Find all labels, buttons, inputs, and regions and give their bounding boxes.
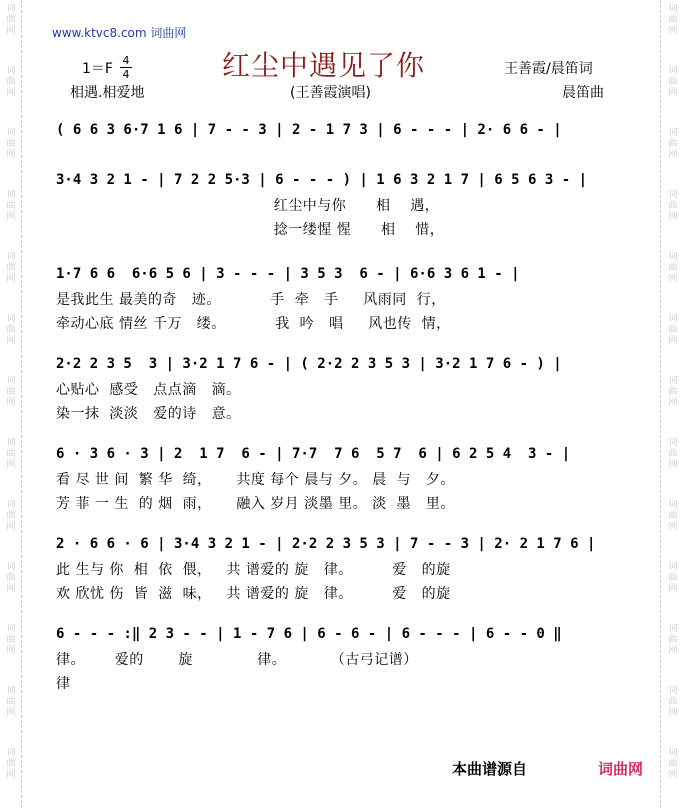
notation-row-4: 2·2 2 3 5 3 | 3·2 1 7 6 - | ( 2·2 2 3 5 3 | 3·2 1 7 6 - ) |: [56, 356, 562, 372]
lyric-row-6-verse-2: 欢 欣忧 伤 皆 滋 味， 共 谱爱的 旋 律。 爱 的旋: [56, 586, 451, 602]
watermark-mark: 词 曲 网: [6, 562, 16, 594]
lyric-row-4-verse-2: 染一抹 淡淡 爱的诗 意。: [56, 406, 241, 422]
watermark-mark: 词 曲 网: [6, 376, 16, 408]
watermark-mark: 词 曲 网: [6, 748, 16, 780]
time-signature-bottom: 4: [122, 68, 130, 81]
watermark-mark: 词 曲 网: [6, 686, 16, 718]
watermark-mark: 词 曲 网: [668, 500, 678, 532]
watermark-mark: 词 曲 网: [668, 190, 678, 222]
watermark-mark: 词 曲 网: [668, 438, 678, 470]
watermark-mark: 词 曲 网: [668, 624, 678, 656]
lyricist-credit: 王善霞/晨笛词: [504, 61, 593, 77]
lyric-row-2-verse-1: 红尘中与你 相 遇，: [56, 198, 440, 214]
watermark-mark: 词 曲 网: [6, 128, 16, 160]
lyric-row-2-verse-2: 捻一缕惺 惺 相 惜，: [56, 222, 445, 238]
key-signature: 1＝F: [82, 61, 113, 77]
watermark-mark: 词 曲 网: [668, 314, 678, 346]
watermark-mark: 词 曲 网: [6, 4, 16, 36]
lyric-row-5-verse-2: 芳 菲 一 生 的 烟 雨， 融入 岁月 淡墨 里。 淡 墨 里。: [56, 496, 455, 512]
source-label: 本曲谱源自: [452, 760, 528, 778]
performer-credit: (王善霞演唱): [290, 85, 371, 101]
watermark-mark: 词 曲 网: [6, 624, 16, 656]
lyric-row-7-verse-2: 律: [56, 676, 71, 692]
watermark-mark: 词 曲 网: [6, 190, 16, 222]
subtitle: 相遇.相爱地: [70, 85, 145, 101]
watermark-mark: 词 曲 网: [668, 4, 678, 36]
lyric-row-3-verse-2: 牵动心底 情丝 千万 缕。 我 吟 唱 风也传 情，: [56, 316, 451, 332]
watermark-mark: 词 曲 网: [6, 66, 16, 98]
watermark-mark: 词 曲 网: [6, 252, 16, 284]
watermark-mark: 词 曲 网: [6, 438, 16, 470]
lyric-row-7-verse-1: 律。 爱的 旋 律。 （古弓记谱）: [56, 652, 418, 668]
notation-row-3: 1·7 6 6 6·6 5 6 | 3 - - - | 3 5 3 6 - | 6·6 3 6 1 - |: [56, 266, 520, 282]
watermark-mark: 词 曲 网: [6, 314, 16, 346]
watermark-mark: 词 曲 网: [668, 128, 678, 160]
notation-row-1: ( 6 6 3 6·7 1 6 | 7 - - 3 | 2 - 1 7 3 | 6 - - - | 2· 6 6 - |: [56, 122, 562, 138]
notation-row-6: 2 · 6 6 · 6 | 3·4 3 2 1 - | 2·2 2 3 5 3 | 7 - - 3 | 2· 2 1 7 6 |: [56, 536, 596, 552]
notation-row-7: 6 - - - :‖ 2 3 - - | 1 - 7 6 | 6 - 6 - | 6 - - - | 6 - - 0 ‖: [56, 626, 562, 642]
source-site-link[interactable]: 词曲网: [598, 760, 644, 778]
song-title: 红尘中遇见了你: [222, 49, 426, 82]
composer-credit: 晨笛曲: [562, 85, 604, 101]
lyric-row-3-verse-1: 是我此生 最美的奇 迹。 手 牵 手 风雨同 行，: [56, 292, 446, 308]
time-signature-top: 4: [122, 54, 130, 67]
lyric-row-5-verse-1: 看 尽 世 间 繁 华 绮， 共度 每个 晨与 夕。 晨 与 夕。: [56, 472, 455, 488]
site-url[interactable]: www.ktvc8.com 词曲网: [52, 26, 187, 40]
watermark-mark: 词 曲 网: [6, 500, 16, 532]
watermark-mark: 词 曲 网: [668, 562, 678, 594]
time-signature: [120, 55, 132, 80]
notation-row-5: 6 · 3 6 · 3 | 2 1 7 6 - | 7·7 7 6 5 7 6 | 6 2 5 4 3 - |: [56, 446, 571, 462]
lyric-row-4-verse-1: 心贴心 感受 点点滴 滴。: [56, 382, 241, 398]
watermark-mark: 词 曲 网: [668, 252, 678, 284]
watermark-mark: 词 曲 网: [668, 686, 678, 718]
watermark-mark: 词 曲 网: [668, 66, 678, 98]
notation-row-2: 3·4 3 2 1 - | 7 2 2 5·3 | 6 - - - ) | 1 6 3 2 1 7 | 6 5 6 3 - |: [56, 172, 588, 188]
watermark-mark: 词 曲 网: [668, 376, 678, 408]
watermark-mark: 词 曲 网: [668, 748, 678, 780]
lyric-row-6-verse-1: 此 生与 你 相 依 偎， 共 谱爱的 旋 律。 爱 的旋: [56, 562, 451, 578]
